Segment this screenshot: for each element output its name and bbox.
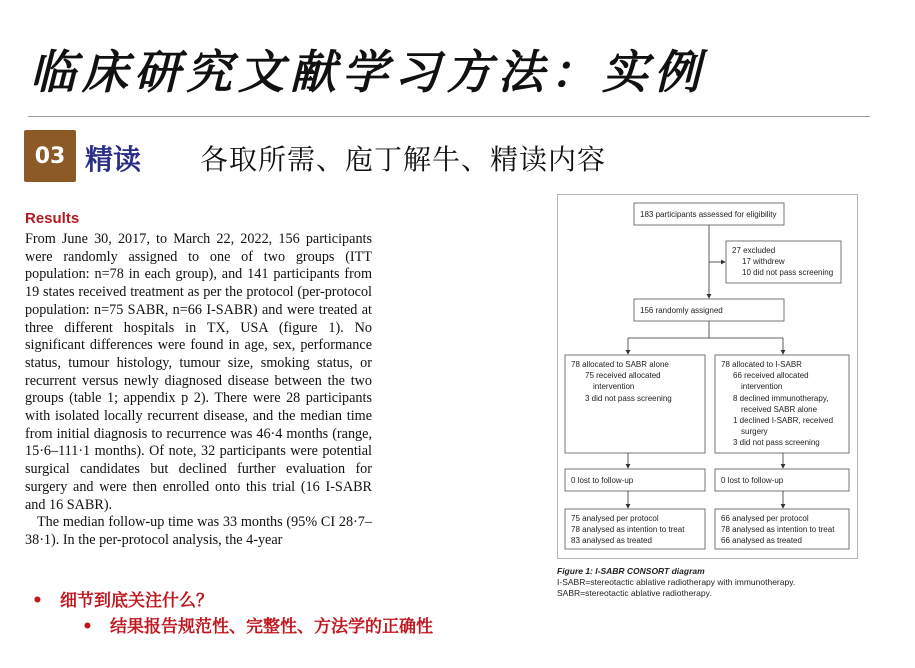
title-divider <box>28 116 870 117</box>
caption-title: Figure 1: I-SABR CONSORT diagram <box>557 566 705 576</box>
bullet-marker: • <box>32 591 43 611</box>
right-alloc-line: 1 declined I-SABR, received <box>733 416 834 425</box>
bullet-item-2 <box>82 612 433 637</box>
right-analysed-line: 66 analysed as treated <box>721 536 802 545</box>
right-lost-text: 0 lost to follow-up <box>721 476 784 485</box>
bullet-item-1 <box>32 586 213 611</box>
results-heading: Results <box>25 210 80 227</box>
right-alloc-line: 3 did not pass screening <box>733 438 820 447</box>
caption-line: SABR=stereotactic ablative radiotherapy. <box>557 588 712 598</box>
bullet-text-2: 结果报告规范性、完整性、方法学的正确性 <box>110 617 433 637</box>
left-analysed-line: 83 analysed as treated <box>571 536 652 545</box>
results-paragraph-1: From June 30, 2017, to March 22, 2022, 156 participants were randomly assigned to one of two groups (ITT population: n=78 in each group), and 141 participants from 19 states received treatment as per the protocol (per-protocol population: n=75 SABR, n=66 I-SABR) and were treated at three different hospitals in TX, USA (figure 1). No significant differences were found in age, sex, performance status, tumour histology, tumour size, smoking status, or recurrent versus newly diagnosed disease between the two groups (table 1; appendix p 2). There were 28 participants with isolated locally recurrent disease, and the median time from initial diagnosis to recurrence was 46·4 months (range, 15·6–111·1 months). Of note, 32 participants were potential surgical candidates but declined further evaluation for surgery and were then enrolled onto this trial (16 I-SABR and 16 SABR). <box>25 231 372 513</box>
excluded-line: 17 withdrew <box>742 257 785 266</box>
page-title: 临床研究文献学习方法：实例 <box>30 45 706 99</box>
excluded-line: 27 excluded <box>732 246 776 255</box>
left-alloc-line: intervention <box>593 382 635 391</box>
figure-caption <box>557 566 877 599</box>
section-subtitle: 各取所需、庖丁解牛、精读内容 <box>200 143 607 176</box>
right-alloc-line: received SABR alone <box>741 405 818 414</box>
left-alloc-line: 3 did not pass screening <box>585 394 672 403</box>
left-alloc-line: 78 allocated to SABR alone <box>571 360 669 369</box>
section-number-badge: 03 <box>24 130 76 182</box>
results-text <box>25 231 372 550</box>
randomised-text: 156 randomly assigned <box>640 306 723 315</box>
left-lost-text: 0 lost to follow-up <box>571 476 634 485</box>
section-label: 精读 <box>85 143 142 176</box>
excluded-line: 10 did not pass screening <box>742 268 834 277</box>
right-alloc-line: surgery <box>741 427 768 436</box>
right-alloc-line: intervention <box>741 382 783 391</box>
left-alloc-line: 75 received allocated <box>585 371 661 380</box>
bullet-text-1: 细节到底关注什么？ <box>60 591 213 611</box>
left-analysed-line: 78 analysed as intention to treat <box>571 525 685 534</box>
bullet-marker: • <box>82 617 93 637</box>
consort-diagram <box>557 194 858 559</box>
right-alloc-line: 8 declined immunotherapy, <box>733 394 829 403</box>
left-allocation-box <box>565 355 705 453</box>
assessed-text: 183 participants assessed for eligibility <box>640 210 777 219</box>
right-alloc-line: 78 allocated to I-SABR <box>721 360 802 369</box>
left-analysed-line: 75 analysed per protocol <box>571 514 659 523</box>
results-paragraph-2: The median follow-up time was 33 months (95% CI 28·7–38·1). In the per-protocol analysis, the 4-year <box>25 514 372 548</box>
right-alloc-line: 66 received allocated <box>733 371 809 380</box>
right-analysed-line: 66 analysed per protocol <box>721 514 809 523</box>
right-analysed-line: 78 analysed as intention to treat <box>721 525 835 534</box>
caption-line: I-SABR=stereotactic ablative radiotherapy with immunotherapy. <box>557 577 796 587</box>
